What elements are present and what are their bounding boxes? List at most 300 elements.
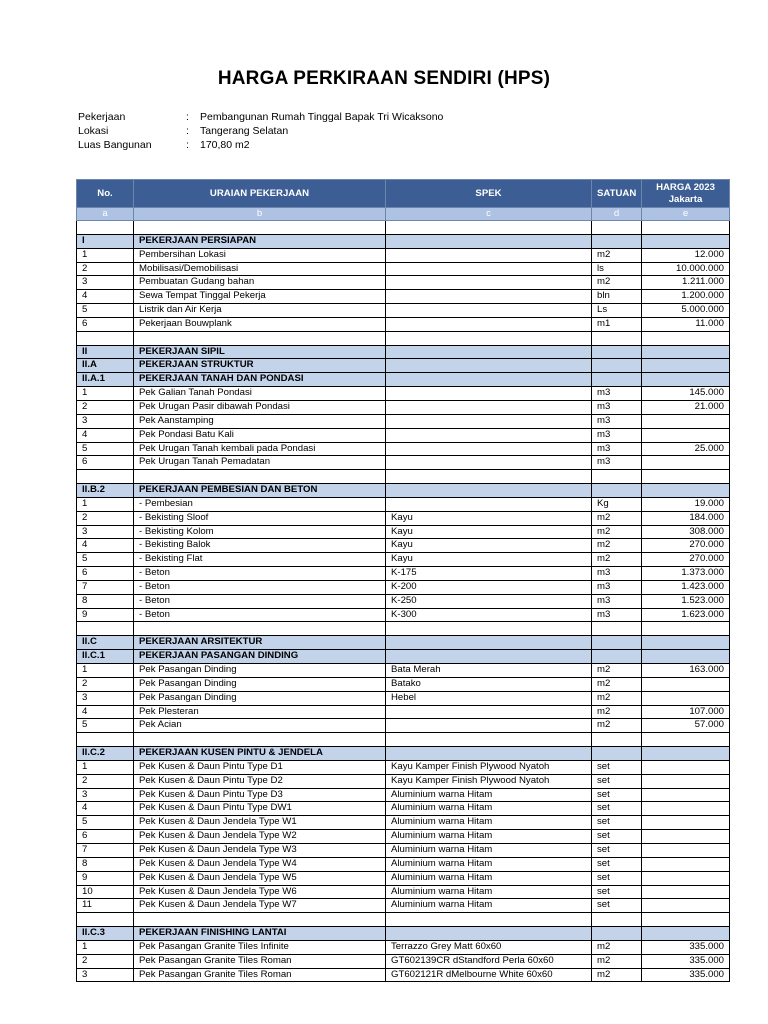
cell-harga (642, 843, 730, 857)
info-colon: : (186, 125, 189, 137)
cell-uraian: Pek Kusen & Daun Jendela Type W5 (134, 871, 386, 885)
section-row (77, 650, 730, 664)
cell-harga (642, 414, 730, 428)
cell-no: 1 (77, 664, 134, 678)
section-row (77, 747, 730, 761)
blank-row (77, 331, 730, 345)
cell-no: II.C.2 (77, 747, 134, 761)
table-row (77, 719, 730, 733)
cell-harga: 335.000 (642, 954, 730, 968)
cell-harga (642, 871, 730, 885)
table-row (77, 553, 730, 567)
cell-no: 2 (77, 400, 134, 414)
cell-harga: 163.000 (642, 664, 730, 678)
cell-harga (642, 802, 730, 816)
cell-satuan: Ls (592, 304, 642, 318)
cell-harga (642, 899, 730, 913)
cell-no: 9 (77, 608, 134, 622)
table-row (77, 567, 730, 581)
table-row (77, 539, 730, 553)
cell-satuan: m2 (592, 719, 642, 733)
cell-uraian: Listrik dan Air Kerja (134, 304, 386, 318)
cell-no: 5 (77, 553, 134, 567)
cell-satuan: m3 (592, 456, 642, 470)
cell-spek: Kayu (386, 525, 592, 539)
cell-satuan: bln (592, 290, 642, 304)
cell-no: 5 (77, 304, 134, 318)
cell-spek (386, 650, 592, 664)
cell-harga: 335.000 (642, 968, 730, 982)
cell-no: 8 (77, 594, 134, 608)
cell-satuan: m2 (592, 968, 642, 982)
cell-satuan: m3 (592, 428, 642, 442)
cell-no (77, 470, 134, 484)
cell-harga (642, 373, 730, 387)
cell-spek: Aluminium warna Hitam (386, 843, 592, 857)
cell-spek (386, 456, 592, 470)
cell-no: II.C.1 (77, 650, 134, 664)
cell-harga (642, 345, 730, 359)
cell-harga (642, 733, 730, 747)
cell-spek: Aluminium warna Hitam (386, 816, 592, 830)
cell-spek: Aluminium warna Hitam (386, 899, 592, 913)
cell-harga (642, 359, 730, 373)
cell-uraian: - Beton (134, 580, 386, 594)
cell-spek (386, 484, 592, 498)
cell-satuan: m3 (592, 400, 642, 414)
cell-no: 2 (77, 262, 134, 276)
cell-spek: K-300 (386, 608, 592, 622)
cell-spek (386, 913, 592, 927)
cell-no: 6 (77, 830, 134, 844)
cell-spek (386, 248, 592, 262)
cell-harga: 335.000 (642, 940, 730, 954)
table-row (77, 414, 730, 428)
cell-harga: 184.000 (642, 511, 730, 525)
cell-spek: Aluminium warna Hitam (386, 885, 592, 899)
table-row (77, 816, 730, 830)
cell-spek (386, 345, 592, 359)
cell-spek: Aluminium warna Hitam (386, 857, 592, 871)
cell-spek (386, 373, 592, 387)
table-row (77, 608, 730, 622)
cell-uraian (134, 470, 386, 484)
cell-satuan (592, 470, 642, 484)
table-row (77, 830, 730, 844)
section-row (77, 484, 730, 498)
cell-spek (386, 234, 592, 248)
cell-uraian: PEKERJAAN PASANGAN DINDING (134, 650, 386, 664)
cell-uraian: Pek Kusen & Daun Pintu Type D3 (134, 788, 386, 802)
cell-uraian: PEKERJAAN FINISHING LANTAI (134, 927, 386, 941)
cell-harga: 145.000 (642, 387, 730, 401)
info-label: Luas Bangunan (78, 139, 152, 151)
table-row (77, 511, 730, 525)
cell-satuan: set (592, 857, 642, 871)
table-row (77, 276, 730, 290)
cell-satuan: set (592, 774, 642, 788)
cell-no: 2 (77, 677, 134, 691)
cell-no: 1 (77, 940, 134, 954)
cell-uraian: Pek Kusen & Daun Pintu Type DW1 (134, 802, 386, 816)
cell-harga (642, 636, 730, 650)
table-row (77, 885, 730, 899)
cell-no: II (77, 345, 134, 359)
cell-spek: K-250 (386, 594, 592, 608)
cell-uraian: Sewa Tempat Tinggal Pekerja (134, 290, 386, 304)
cell-satuan: m2 (592, 664, 642, 678)
cell-no: 6 (77, 317, 134, 331)
cell-satuan: Kg (592, 497, 642, 511)
cell-no: I (77, 234, 134, 248)
cell-uraian: Pek Kusen & Daun Jendela Type W7 (134, 899, 386, 913)
blank-row (77, 622, 730, 636)
cell-spek: Kayu (386, 553, 592, 567)
table-row (77, 290, 730, 304)
table-row (77, 594, 730, 608)
cell-no: 3 (77, 691, 134, 705)
cell-spek: Terrazzo Grey Matt 60x60 (386, 940, 592, 954)
cell-satuan (592, 484, 642, 498)
cell-spek (386, 927, 592, 941)
cell-satuan (592, 622, 642, 636)
cell-satuan: m2 (592, 248, 642, 262)
blank-row (77, 221, 730, 235)
cell-no (77, 913, 134, 927)
info-label: Lokasi (78, 125, 109, 137)
cell-spek (386, 359, 592, 373)
col-header-harga (642, 180, 730, 208)
cell-spek (386, 719, 592, 733)
cell-harga: 25.000 (642, 442, 730, 456)
cell-uraian: Pek Pondasi Batu Kali (134, 428, 386, 442)
project-info (78, 110, 443, 152)
table-row (77, 248, 730, 262)
cell-uraian: Pek Kusen & Daun Jendela Type W4 (134, 857, 386, 871)
cell-harga: 1.211.000 (642, 276, 730, 290)
cell-spek: Bata Merah (386, 664, 592, 678)
cell-satuan: m2 (592, 691, 642, 705)
cell-uraian: Pembersihan Lokasi (134, 248, 386, 262)
cell-satuan: m2 (592, 705, 642, 719)
cell-satuan: m2 (592, 511, 642, 525)
cell-uraian: Pek Plesteran (134, 705, 386, 719)
info-value: Pembangunan Rumah Tinggal Bapak Tri Wicaksono (200, 111, 444, 123)
cell-uraian (134, 622, 386, 636)
cell-uraian: Pek Urugan Tanah kembali pada Pondasi (134, 442, 386, 456)
cell-spek (386, 414, 592, 428)
table-row (77, 857, 730, 871)
cell-satuan: m3 (592, 442, 642, 456)
cell-no: 1 (77, 248, 134, 262)
cell-harga: 107.000 (642, 705, 730, 719)
cell-no: 5 (77, 442, 134, 456)
cell-uraian: PEKERJAAN SIPIL (134, 345, 386, 359)
cell-harga: 10.000.000 (642, 262, 730, 276)
table-row (77, 664, 730, 678)
table-row (77, 968, 730, 982)
cell-satuan: m3 (592, 594, 642, 608)
cell-uraian: Pekerjaan Bouwplank (134, 317, 386, 331)
col-code-b: b (134, 208, 386, 221)
cell-no (77, 331, 134, 345)
col-code-c: c (386, 208, 592, 221)
cell-no: 10 (77, 885, 134, 899)
table-row (77, 954, 730, 968)
cell-uraian: PEKERJAAN STRUKTUR (134, 359, 386, 373)
cell-spek: GT602121R dMelbourne White 60x60 (386, 968, 592, 982)
cell-no: 11 (77, 899, 134, 913)
cell-harga: 1.200.000 (642, 290, 730, 304)
cell-satuan: m2 (592, 677, 642, 691)
cell-satuan: m2 (592, 553, 642, 567)
cell-uraian: Pek Pasangan Granite Tiles Roman (134, 954, 386, 968)
cell-spek: Hebel (386, 691, 592, 705)
table-row (77, 677, 730, 691)
cell-satuan (592, 221, 642, 235)
cell-harga (642, 691, 730, 705)
cell-spek: Aluminium warna Hitam (386, 802, 592, 816)
cell-harga (642, 650, 730, 664)
cell-harga (642, 470, 730, 484)
cell-spek (386, 276, 592, 290)
cell-no: 7 (77, 843, 134, 857)
cell-no: 3 (77, 788, 134, 802)
table-row (77, 788, 730, 802)
cell-spek: Kayu Kamper Finish Plywood Nyatoh (386, 760, 592, 774)
page-title: HARGA PERKIRAAN SENDIRI (HPS) (217, 68, 551, 89)
cell-spek: Batako (386, 677, 592, 691)
cell-satuan (592, 331, 642, 345)
cell-no: II.A.1 (77, 373, 134, 387)
cell-satuan: m3 (592, 580, 642, 594)
cell-uraian: PEKERJAAN PEMBESIAN DAN BETON (134, 484, 386, 498)
cell-uraian: - Bekisting Balok (134, 539, 386, 553)
cell-spek: Kayu (386, 511, 592, 525)
cell-satuan: m2 (592, 276, 642, 290)
cell-uraian: Pek Pasangan Dinding (134, 677, 386, 691)
section-row (77, 373, 730, 387)
cell-harga (642, 774, 730, 788)
cell-harga (642, 221, 730, 235)
cell-harga: 1.623.000 (642, 608, 730, 622)
table-row (77, 262, 730, 276)
cell-satuan: set (592, 899, 642, 913)
cell-uraian: Pek Urugan Tanah Pemadatan (134, 456, 386, 470)
cell-satuan: set (592, 885, 642, 899)
cell-spek: K-200 (386, 580, 592, 594)
cell-no: 5 (77, 719, 134, 733)
cell-spek (386, 705, 592, 719)
cell-uraian: Pek Kusen & Daun Jendela Type W6 (134, 885, 386, 899)
cell-spek: Kayu Kamper Finish Plywood Nyatoh (386, 774, 592, 788)
cell-harga (642, 885, 730, 899)
cell-no: 9 (77, 871, 134, 885)
table-row (77, 774, 730, 788)
cell-spek (386, 317, 592, 331)
info-row-luas-bangunan (78, 138, 443, 152)
table-subheader-row (77, 208, 730, 221)
cell-harga (642, 927, 730, 941)
cell-satuan (592, 747, 642, 761)
cell-satuan: set (592, 760, 642, 774)
cell-uraian: PEKERJAAN TANAH DAN PONDASI (134, 373, 386, 387)
cell-uraian: - Bekisting Sloof (134, 511, 386, 525)
cell-harga: 270.000 (642, 553, 730, 567)
info-row-pekerjaan (78, 110, 443, 124)
cell-uraian: Pek Kusen & Daun Pintu Type D1 (134, 760, 386, 774)
cell-spek (386, 290, 592, 304)
cell-uraian: Pek Kusen & Daun Jendela Type W3 (134, 843, 386, 857)
table-row (77, 871, 730, 885)
cell-spek (386, 733, 592, 747)
cell-uraian: PEKERJAAN PERSIAPAN (134, 234, 386, 248)
cell-no: 5 (77, 816, 134, 830)
cell-harga (642, 816, 730, 830)
harga-header-line1: HARGA 2023 (656, 181, 715, 193)
cell-harga (642, 677, 730, 691)
cell-spek: Aluminium warna Hitam (386, 788, 592, 802)
table-row (77, 387, 730, 401)
cell-no: II.C (77, 636, 134, 650)
cell-satuan: m2 (592, 525, 642, 539)
cell-no: 2 (77, 954, 134, 968)
cell-harga (642, 622, 730, 636)
cell-satuan: ls (592, 262, 642, 276)
cell-harga: 1.423.000 (642, 580, 730, 594)
cell-satuan: set (592, 802, 642, 816)
cell-satuan (592, 927, 642, 941)
cell-spek: Kayu (386, 539, 592, 553)
info-colon: : (186, 111, 189, 123)
cell-satuan: m3 (592, 567, 642, 581)
table-row (77, 317, 730, 331)
table-row (77, 400, 730, 414)
info-value: Tangerang Selatan (200, 125, 289, 137)
cell-spek (386, 262, 592, 276)
cell-spek (386, 304, 592, 318)
cell-satuan (592, 373, 642, 387)
table-row (77, 843, 730, 857)
table-row (77, 456, 730, 470)
cell-harga (642, 456, 730, 470)
cell-no: 1 (77, 497, 134, 511)
table-row (77, 428, 730, 442)
cell-no: 4 (77, 705, 134, 719)
col-header-spek: SPEK (386, 180, 592, 208)
blank-row (77, 913, 730, 927)
cell-uraian: Mobilisasi/Demobilisasi (134, 262, 386, 276)
cell-no: II.C.3 (77, 927, 134, 941)
cell-spek (386, 747, 592, 761)
cell-no: 4 (77, 802, 134, 816)
cell-uraian: Pek Pasangan Dinding (134, 664, 386, 678)
info-value: 170,80 m2 (200, 139, 250, 151)
cell-satuan: m2 (592, 539, 642, 553)
col-header-uraian: URAIAN PEKERJAAN (134, 180, 386, 208)
cell-satuan (592, 650, 642, 664)
cell-no: 8 (77, 857, 134, 871)
cell-harga (642, 428, 730, 442)
cell-uraian: Pek Kusen & Daun Jendela Type W2 (134, 830, 386, 844)
cell-uraian: Pek Urugan Pasir dibawah Pondasi (134, 400, 386, 414)
cell-spek (386, 442, 592, 456)
cell-no: 1 (77, 387, 134, 401)
cell-uraian: Pek Galian Tanah Pondasi (134, 387, 386, 401)
table-row (77, 525, 730, 539)
cell-no: 6 (77, 567, 134, 581)
cell-no (77, 221, 134, 235)
table-row (77, 497, 730, 511)
cell-harga (642, 747, 730, 761)
cell-satuan (592, 636, 642, 650)
cell-uraian: - Pembesian (134, 497, 386, 511)
cell-satuan: set (592, 788, 642, 802)
cell-satuan: m3 (592, 387, 642, 401)
cell-no: 3 (77, 276, 134, 290)
cell-no: 4 (77, 539, 134, 553)
table-row (77, 802, 730, 816)
cell-no: 1 (77, 760, 134, 774)
cell-no: 6 (77, 456, 134, 470)
table-row (77, 580, 730, 594)
harga-header-line2: Jakarta (668, 193, 703, 205)
cell-spek: GT602139CR dStandford Perla 60x60 (386, 954, 592, 968)
cell-spek (386, 636, 592, 650)
cell-no: 7 (77, 580, 134, 594)
cell-harga: 1.523.000 (642, 594, 730, 608)
cell-harga: 11.000 (642, 317, 730, 331)
cell-harga (642, 234, 730, 248)
cell-uraian: Pek Pasangan Dinding (134, 691, 386, 705)
cell-uraian: Pek Pasangan Granite Tiles Infinite (134, 940, 386, 954)
info-colon: : (186, 139, 189, 151)
cell-uraian: - Bekisting Flat (134, 553, 386, 567)
cell-harga: 57.000 (642, 719, 730, 733)
col-code-e: e (642, 208, 730, 221)
cell-no: 2 (77, 774, 134, 788)
cell-no: 2 (77, 511, 134, 525)
blank-row (77, 470, 730, 484)
cell-no: 3 (77, 968, 134, 982)
info-label: Pekerjaan (78, 111, 126, 123)
cell-uraian: Pek Kusen & Daun Pintu Type D2 (134, 774, 386, 788)
cell-harga (642, 760, 730, 774)
cell-spek (386, 221, 592, 235)
table-row (77, 442, 730, 456)
col-header-no: No. (77, 180, 134, 208)
cell-spek (386, 387, 592, 401)
table-body (77, 221, 730, 982)
cell-harga (642, 913, 730, 927)
cell-satuan (592, 913, 642, 927)
section-row (77, 359, 730, 373)
table-row (77, 940, 730, 954)
cell-uraian (134, 733, 386, 747)
table-row (77, 304, 730, 318)
section-row (77, 234, 730, 248)
table-header-row (77, 180, 730, 208)
cell-no (77, 733, 134, 747)
cell-uraian: Pek Aanstamping (134, 414, 386, 428)
cell-harga: 308.000 (642, 525, 730, 539)
table-row (77, 899, 730, 913)
cell-harga (642, 830, 730, 844)
cell-harga: 19.000 (642, 497, 730, 511)
cell-satuan (592, 345, 642, 359)
cell-spek (386, 622, 592, 636)
cell-uraian: Pek Acian (134, 719, 386, 733)
